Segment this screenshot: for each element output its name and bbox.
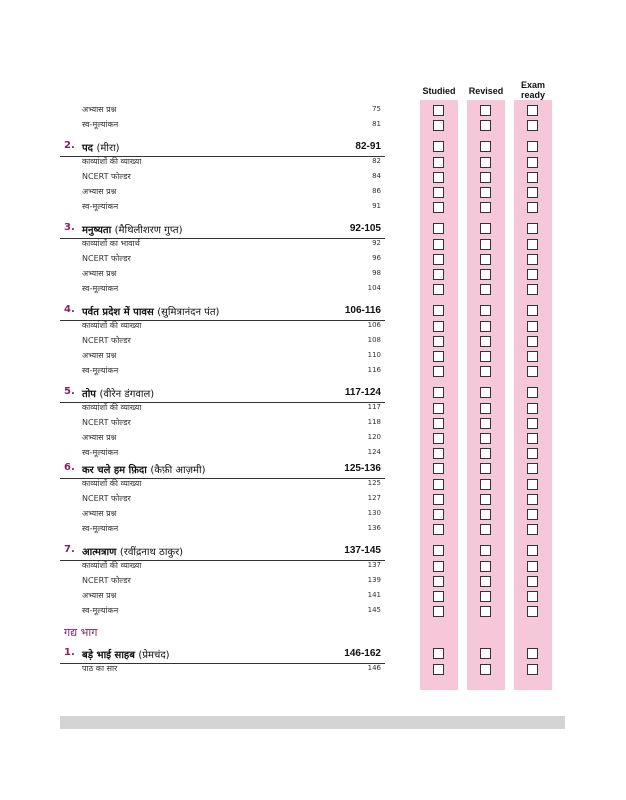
exam-ready-checkbox[interactable] [527,336,538,347]
chapter-title [82,386,154,400]
exam-ready-checkbox[interactable] [527,254,538,265]
exam-ready-checkbox[interactable] [527,606,538,617]
subitem-page: 139 [367,576,381,584]
subitem-title: अभ्यास प्रश्न [82,509,117,518]
toc-subitem [60,238,385,254]
revised-checkbox[interactable] [480,120,491,131]
revised-checkbox[interactable] [480,479,491,490]
chapter-page-range: 106-116 [344,305,381,316]
studied-checkbox[interactable] [433,105,444,116]
subitem-title: अभ्यास प्रश्न [82,591,117,600]
chapter-name: आत्मत्राण [82,547,117,558]
studied-checkbox[interactable] [433,157,444,168]
exam-ready-checkbox[interactable] [527,351,538,362]
subitem-title: अभ्यास प्रश्न [82,105,117,114]
subitem-title: अभ्यास प्रश्न [82,351,117,360]
studied-checkbox[interactable] [433,648,444,659]
chapter-name: बड़े भाई साहब [82,650,135,661]
exam-ready-checkbox[interactable] [527,321,538,332]
revised-checkbox[interactable] [480,321,491,332]
chapter-number: 3. [64,222,75,233]
exam-ready-checkbox[interactable] [527,141,538,152]
studied-checkbox[interactable] [433,509,444,520]
toc-subitem [60,523,385,539]
revised-checkbox[interactable] [480,561,491,572]
subitem-title: NCERT फोल्डर [82,254,131,263]
toc-subitem [60,253,385,269]
chapter-heading [60,462,385,478]
subitem-page: 136 [367,524,381,532]
revised-checkbox[interactable] [480,141,491,152]
revised-checkbox[interactable] [480,664,491,675]
revised-checkbox[interactable] [480,223,491,234]
header-exam-ready-line2: ready [520,90,546,100]
exam-ready-checkbox[interactable] [527,524,538,535]
toc-subitem [60,335,385,351]
exam-ready-checkbox[interactable] [527,509,538,520]
header-revised: Revised [468,86,504,96]
subitem-page: 120 [367,433,381,441]
exam-ready-checkbox[interactable] [527,387,538,398]
subitem-title: स्व-मूल्यांकन [82,366,119,375]
studied-checkbox[interactable] [433,239,444,250]
toc-subitem [60,663,385,679]
chapter-number: 2. [64,140,75,151]
subitem-page: 84 [372,172,381,180]
chapter-page-range: 125-136 [344,463,381,474]
subitem-page: 81 [372,120,381,128]
studied-checkbox[interactable] [433,545,444,556]
revised-checkbox[interactable] [480,269,491,280]
revised-checkbox[interactable] [480,591,491,602]
studied-checkbox[interactable] [433,494,444,505]
chapter-name: मनुष्यता [82,225,112,236]
chapter-number: 4. [64,304,75,315]
exam-ready-checkbox[interactable] [527,239,538,250]
toc-subitem [60,201,385,217]
subitem-title: काव्यांशों की व्याख्या [82,561,142,570]
chapter-title [82,647,170,661]
chapter-page-range: 92-105 [349,223,381,234]
studied-checkbox[interactable] [433,664,444,675]
footer-bar [60,716,565,729]
subitem-page: 125 [367,479,381,487]
revised-checkbox[interactable] [480,494,491,505]
subitem-title: स्व-मूल्यांकन [82,448,119,457]
subitem-page: 118 [367,418,381,426]
toc-subitem [60,365,385,381]
studied-checkbox[interactable] [433,223,444,234]
exam-ready-checkbox[interactable] [527,366,538,377]
subitem-title: अभ्यास प्रश्न [82,269,117,278]
revised-checkbox[interactable] [480,202,491,213]
subitem-title: काव्यांशों की व्याख्या [82,157,142,166]
chapter-name: कर चले हम फ़िदा [82,465,147,476]
toc-subitem [60,447,385,463]
exam-ready-checkbox[interactable] [527,463,538,474]
subitem-page: 92 [372,239,381,247]
studied-checkbox[interactable] [433,418,444,429]
exam-ready-checkbox[interactable] [527,187,538,198]
studied-checkbox[interactable] [433,433,444,444]
subitem-title: स्व-मूल्यांकन [82,524,119,533]
exam-ready-checkbox[interactable] [527,648,538,659]
chapter-heading [60,544,385,560]
revised-checkbox[interactable] [480,433,491,444]
subitem-title: NCERT फोल्डर [82,336,131,345]
studied-checkbox[interactable] [433,284,444,295]
subitem-page: 86 [372,187,381,195]
part-title: गद्य भाग [64,626,98,639]
part-heading [60,625,385,641]
subitem-title: काव्यांशों की व्याख्या [82,479,142,488]
toc-subitem [60,283,385,299]
revised-checkbox[interactable] [480,606,491,617]
exam-ready-checkbox[interactable] [527,479,538,490]
subitem-title: NCERT फोल्डर [82,494,131,503]
studied-checkbox[interactable] [433,591,444,602]
studied-checkbox[interactable] [433,254,444,265]
toc-subitem [60,402,385,418]
chapter-author: (प्रेमचंद) [138,650,170,661]
chapter-number: 6. [64,462,75,473]
exam-ready-checkbox[interactable] [527,157,538,168]
chapter-name: पर्वत प्रदेश में पावस [82,307,154,318]
chapter-title [82,222,183,236]
toc-subitem [60,119,385,135]
exam-ready-checkbox[interactable] [527,269,538,280]
toc-subitem [60,478,385,494]
subitem-title: अभ्यास प्रश्न [82,433,117,442]
revised-checkbox[interactable] [480,576,491,587]
chapter-heading [60,386,385,402]
revised-checkbox[interactable] [480,509,491,520]
chapter-heading [60,140,385,156]
subitem-page: 104 [367,284,381,292]
exam-ready-checkbox[interactable] [527,105,538,116]
toc-subitem [60,560,385,576]
subitem-page: 146 [367,664,381,672]
subitem-title: स्व-मूल्यांकन [82,202,119,211]
chapter-author: (वीरेन डंगवाल) [99,389,155,400]
exam-ready-checkbox[interactable] [527,223,538,234]
chapter-name: तोप [82,389,96,400]
exam-ready-checkbox[interactable] [527,284,538,295]
toc-subitem [60,508,385,524]
revised-checkbox[interactable] [480,305,491,316]
chapter-number: 5. [64,386,75,397]
revised-checkbox[interactable] [480,463,491,474]
toc-subitem [60,104,385,120]
exam-ready-checkbox[interactable] [527,202,538,213]
exam-ready-checkbox[interactable] [527,305,538,316]
subitem-page: 127 [367,494,381,502]
studied-checkbox[interactable] [433,403,444,414]
studied-checkbox[interactable] [433,524,444,535]
exam-ready-checkbox[interactable] [527,448,538,459]
chapter-author: (मैथिलीशरण गुप्त) [114,225,183,236]
toc-subitem [60,493,385,509]
subitem-page: 91 [372,202,381,210]
revised-checkbox[interactable] [480,172,491,183]
toc-subitem [60,350,385,366]
exam-ready-checkbox[interactable] [527,561,538,572]
chapter-title [82,304,219,318]
revised-checkbox[interactable] [480,418,491,429]
revised-checkbox[interactable] [480,351,491,362]
toc-subitem [60,432,385,448]
subitem-page: 137 [367,561,381,569]
revised-checkbox[interactable] [480,524,491,535]
chapter-title [82,462,206,476]
revised-checkbox[interactable] [480,336,491,347]
subitem-title: काव्यांशों की व्याख्या [82,403,142,412]
studied-checkbox[interactable] [433,172,444,183]
studied-checkbox[interactable] [433,561,444,572]
toc-subitem [60,575,385,591]
exam-ready-checkbox[interactable] [527,403,538,414]
studied-checkbox[interactable] [433,321,444,332]
toc-subitem [60,156,385,172]
studied-checkbox[interactable] [433,387,444,398]
revised-checkbox[interactable] [480,387,491,398]
subitem-title: पाठ का सार [82,664,118,673]
studied-checkbox[interactable] [433,463,444,474]
chapter-heading [60,222,385,238]
subitem-title: काव्यांशों का भावार्थ [82,239,140,248]
exam-ready-checkbox[interactable] [527,664,538,675]
revised-checkbox[interactable] [480,448,491,459]
revised-checkbox[interactable] [480,403,491,414]
studied-checkbox[interactable] [433,448,444,459]
subitem-page: 82 [372,157,381,165]
subitem-title: स्व-मूल्यांकन [82,120,119,129]
chapter-heading [60,647,385,663]
studied-checkbox[interactable] [433,366,444,377]
studied-checkbox[interactable] [433,269,444,280]
subitem-title: NCERT फोल्डर [82,576,131,585]
chapter-page-range: 137-145 [344,545,381,556]
revised-checkbox[interactable] [480,648,491,659]
studied-checkbox[interactable] [433,187,444,198]
studied-checkbox[interactable] [433,479,444,490]
subitem-title: काव्यांशों की व्याख्या [82,321,142,330]
revised-checkbox[interactable] [480,187,491,198]
header-exam-ready-line1: Exam [520,80,546,90]
revised-checkbox[interactable] [480,105,491,116]
revised-checkbox[interactable] [480,545,491,556]
subitem-page: 98 [372,269,381,277]
subitem-page: 117 [367,403,381,411]
chapter-title [82,140,120,154]
exam-ready-checkbox[interactable] [527,494,538,505]
subitem-page: 110 [367,351,381,359]
subitem-page: 106 [367,321,381,329]
studied-checkbox[interactable] [433,576,444,587]
subitem-page: 145 [367,606,381,614]
chapter-author: (सुमित्रानंदन पंत) [157,307,220,318]
subitem-page: 124 [367,448,381,456]
header-studied: Studied [422,86,456,96]
studied-checkbox[interactable] [433,305,444,316]
chapter-page-range: 117-124 [344,387,381,398]
revised-checkbox[interactable] [480,254,491,265]
exam-ready-checkbox[interactable] [527,172,538,183]
studied-checkbox[interactable] [433,202,444,213]
studied-checkbox[interactable] [433,606,444,617]
chapter-author: (मीरा) [96,143,120,154]
chapter-page-range: 146-162 [344,648,381,659]
chapter-number: 1. [64,647,75,658]
subitem-title: NCERT फोल्डर [82,172,131,181]
subitem-page: 75 [372,105,381,113]
exam-ready-checkbox[interactable] [527,433,538,444]
toc-subitem [60,590,385,606]
toc-subitem [60,268,385,284]
subitem-page: 96 [372,254,381,262]
chapter-heading [60,304,385,320]
subitem-title: स्व-मूल्यांकन [82,284,119,293]
exam-ready-checkbox[interactable] [527,576,538,587]
revised-checkbox[interactable] [480,239,491,250]
exam-ready-checkbox[interactable] [527,545,538,556]
studied-checkbox[interactable] [433,336,444,347]
revised-checkbox[interactable] [480,366,491,377]
toc-subitem [60,320,385,336]
exam-ready-checkbox[interactable] [527,120,538,131]
chapter-number: 7. [64,544,75,555]
toc-subitem [60,171,385,187]
subitem-title: अभ्यास प्रश्न [82,187,117,196]
toc-subitem [60,186,385,202]
studied-checkbox[interactable] [433,120,444,131]
subitem-title: स्व-मूल्यांकन [82,606,119,615]
chapter-page-range: 82-91 [355,141,381,152]
exam-ready-checkbox[interactable] [527,591,538,602]
chapter-title [82,544,183,558]
revised-checkbox[interactable] [480,284,491,295]
chapter-author: (रवींद्रनाथ ठाकुर) [119,547,184,558]
studied-checkbox[interactable] [433,141,444,152]
chapter-name: पद [82,143,93,154]
subitem-page: 108 [367,336,381,344]
revised-checkbox[interactable] [480,157,491,168]
toc-subitem [60,605,385,621]
subitem-title: NCERT फोल्डर [82,418,131,427]
subitem-page: 116 [367,366,381,374]
toc-subitem [60,417,385,433]
subitem-page: 141 [367,591,381,599]
exam-ready-checkbox[interactable] [527,418,538,429]
studied-checkbox[interactable] [433,351,444,362]
chapter-author: (कैफ़ी आज़मी) [150,465,206,476]
subitem-page: 130 [367,509,381,517]
